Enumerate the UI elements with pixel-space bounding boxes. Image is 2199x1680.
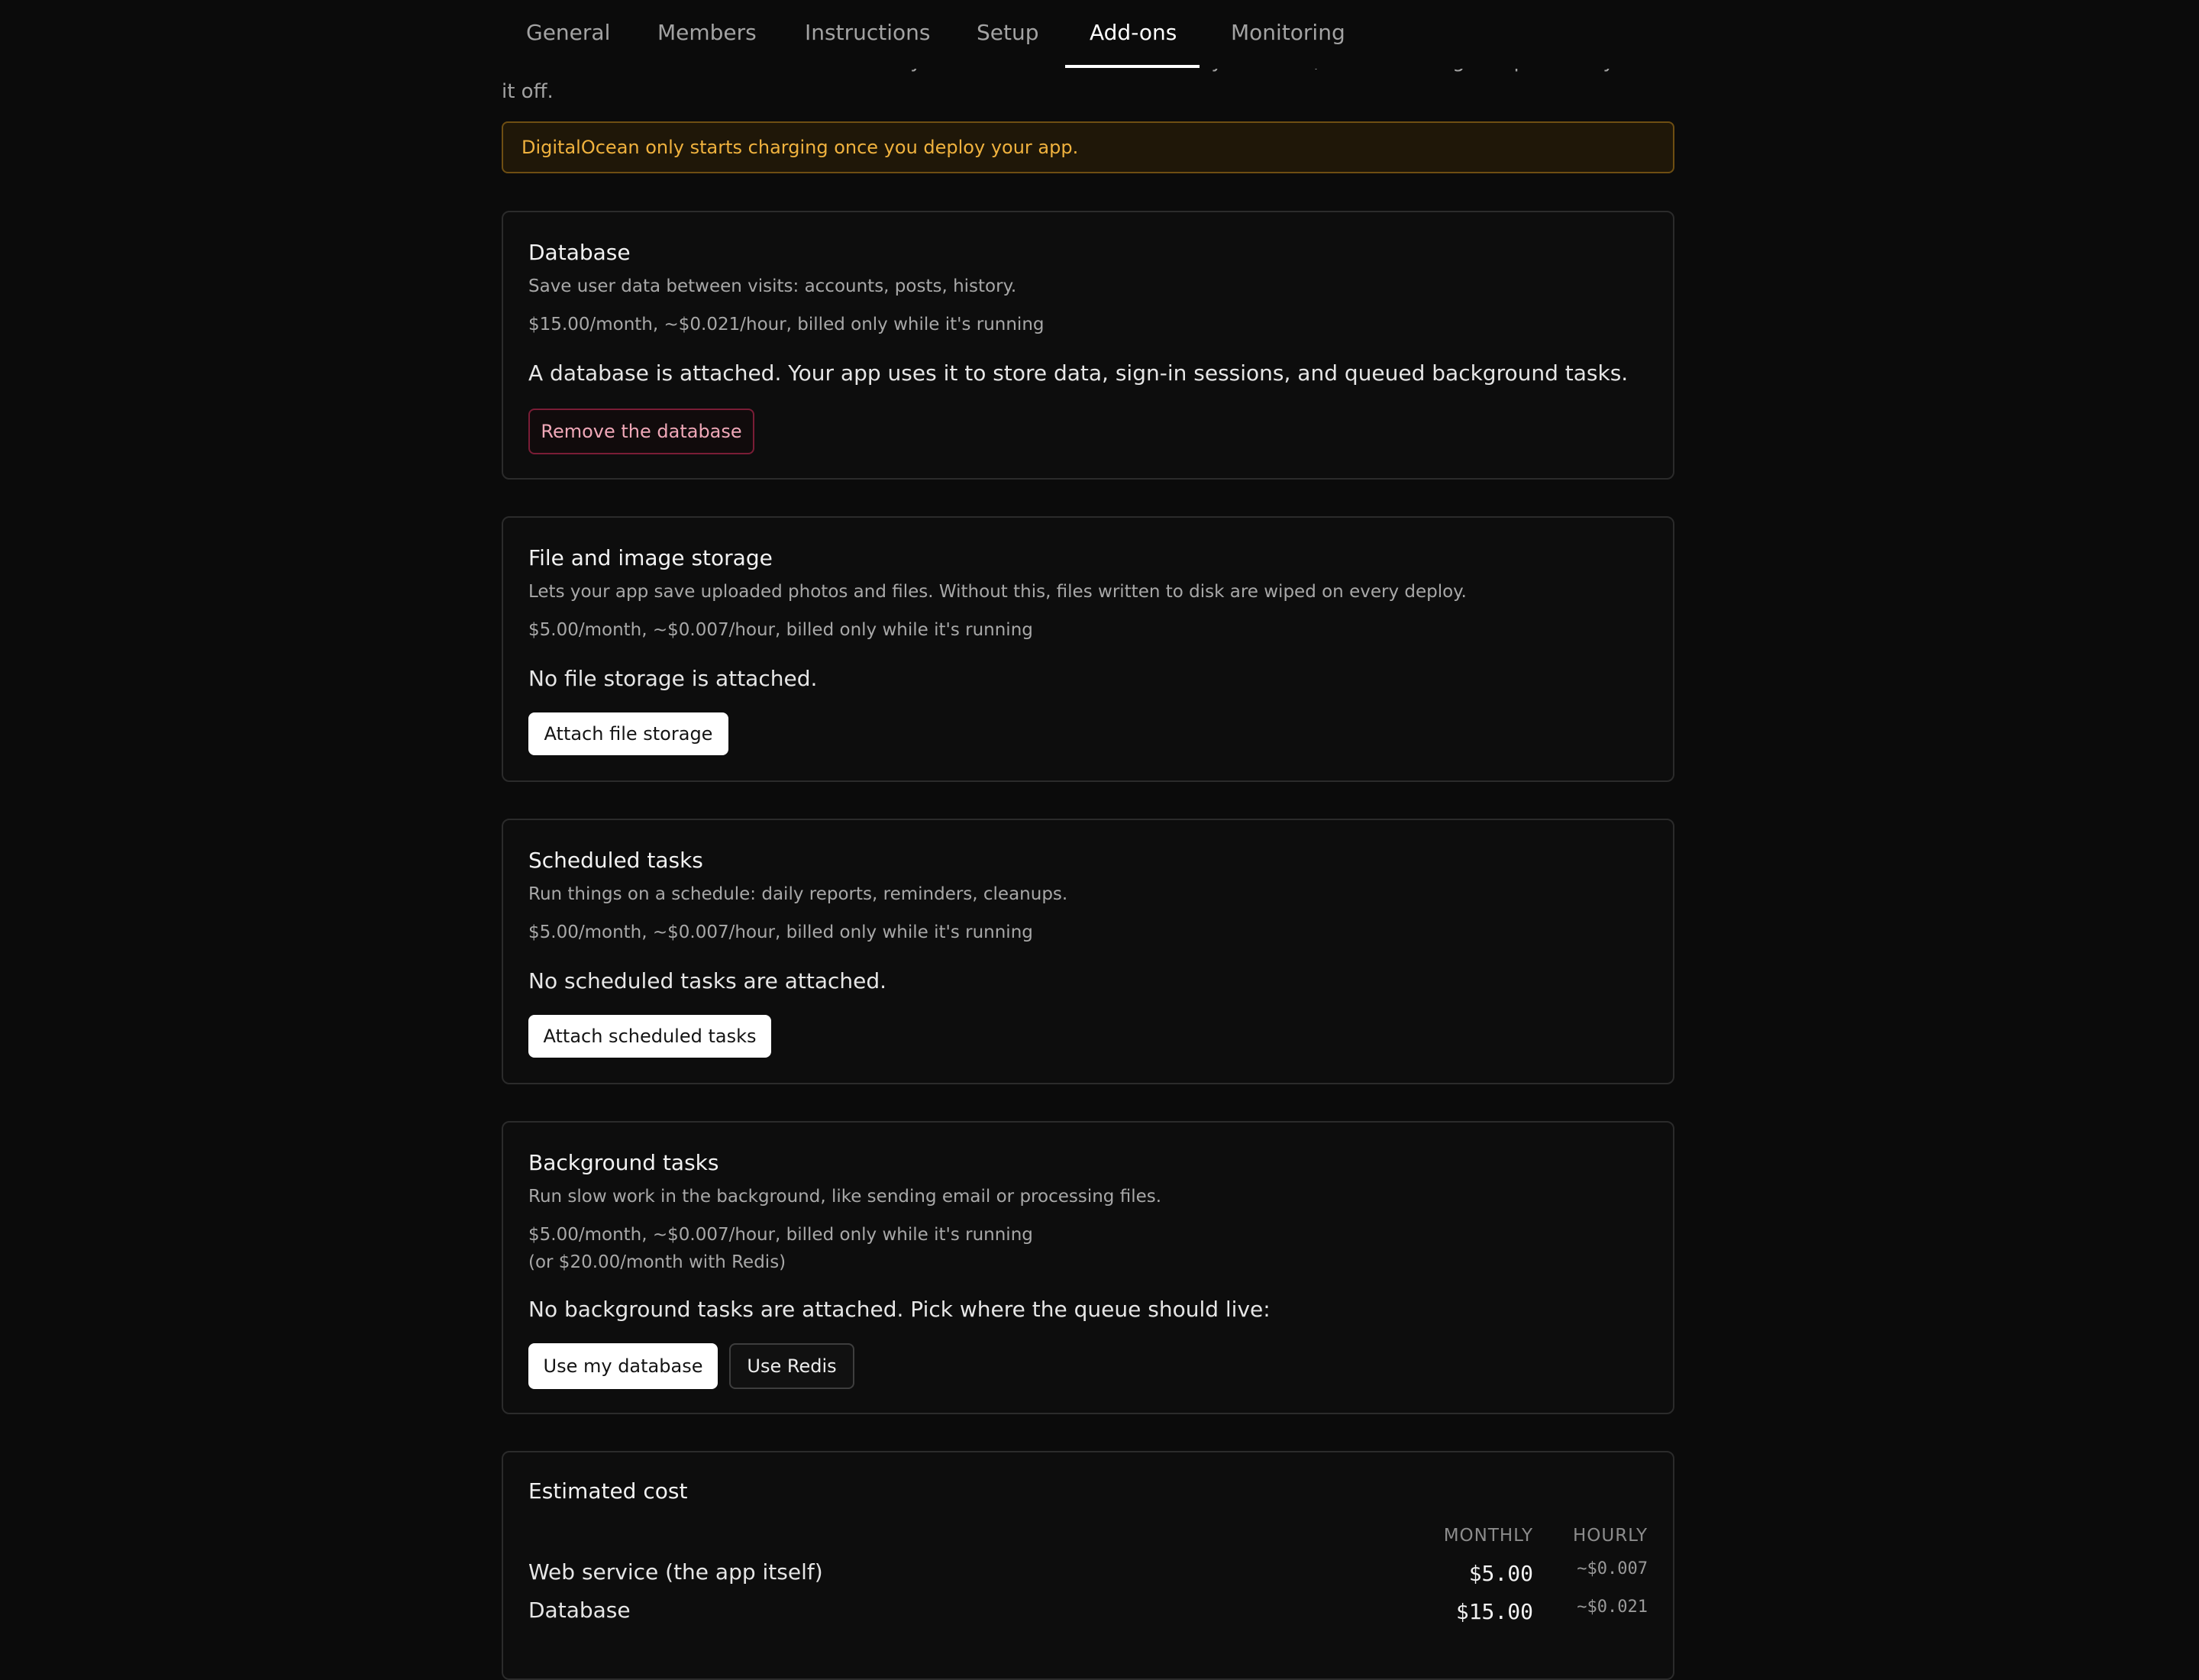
use-redis-button[interactable]: Use Redis: [729, 1343, 854, 1389]
attach-scheduled-tasks-button[interactable]: Attach scheduled tasks: [528, 1015, 771, 1058]
tab-general[interactable]: General: [526, 20, 611, 45]
cost-row-label: Web service (the app itself): [528, 1559, 823, 1585]
database-title: Database: [528, 240, 631, 265]
background-tasks-status: No background tasks are attached. Pick where the queue should live:: [528, 1297, 1271, 1322]
cost-column-hourly: HOURLY: [1572, 1526, 1648, 1546]
background-tasks-price-redis: (or $20.00/month with Redis): [528, 1252, 786, 1272]
scheduled-tasks-title: Scheduled tasks: [528, 848, 703, 873]
attach-file-storage-button[interactable]: Attach file storage: [528, 712, 728, 755]
background-tasks-card: [502, 1121, 1674, 1414]
file-storage-card: [502, 516, 1674, 782]
scheduled-tasks-card: [502, 819, 1674, 1084]
database-price: $15.00/month, ~$0.021/hour, billed only while it's running: [528, 315, 1045, 334]
tab-monitoring[interactable]: Monitoring: [1231, 20, 1345, 45]
background-tasks-price: $5.00/month, ~$0.007/hour, billed only while it's running: [528, 1225, 1033, 1245]
cost-row-monthly: $15.00: [1455, 1599, 1533, 1624]
tab-setup[interactable]: Setup: [977, 20, 1039, 45]
active-tab-indicator: [1065, 65, 1200, 68]
cost-row-hourly: ~$0.021: [1577, 1598, 1648, 1617]
use-my-database-button[interactable]: Use my database: [528, 1343, 718, 1389]
cost-row-monthly: $5.00: [1468, 1561, 1533, 1586]
estimated-cost-card: [502, 1451, 1674, 1680]
tab-bar: [0, 0, 2199, 69]
tab-members[interactable]: Members: [657, 20, 757, 45]
database-card: [502, 211, 1674, 480]
addons-intro-line-2: it off.: [502, 80, 554, 103]
cost-row-hourly: ~$0.007: [1577, 1559, 1648, 1578]
scheduled-tasks-description: Run things on a schedule: daily reports, reminders, cleanups.: [528, 884, 1068, 904]
background-tasks-description: Run slow work in the background, like sending email or processing files.: [528, 1187, 1162, 1207]
cost-column-monthly: MONTHLY: [1443, 1526, 1533, 1546]
scheduled-tasks-status: No scheduled tasks are attached.: [528, 968, 887, 993]
cost-row-label: Database: [528, 1598, 631, 1623]
background-tasks-title: Background tasks: [528, 1150, 719, 1175]
database-description: Save user data between visits: accounts, posts, history.: [528, 276, 1017, 296]
database-status: A database is attached. Your app uses it to store data, sign-in sessions, and queued background tasks.: [528, 360, 1629, 386]
file-storage-title: File and image storage: [528, 545, 773, 570]
billing-notice: DigitalOcean only starts charging once you deploy your app.: [502, 121, 1674, 173]
file-storage-price: $5.00/month, ~$0.007/hour, billed only while it's running: [528, 620, 1033, 640]
tab-add-ons[interactable]: Add-ons: [1090, 20, 1177, 45]
tab-instructions[interactable]: Instructions: [805, 20, 931, 45]
file-storage-status: No file storage is attached.: [528, 666, 818, 691]
scheduled-tasks-price: $5.00/month, ~$0.007/hour, billed only while it's running: [528, 922, 1033, 942]
file-storage-description: Lets your app save uploaded photos and files. Without this, files written to disk are wiped on every deploy.: [528, 582, 1467, 602]
estimated-cost-title: Estimated cost: [528, 1478, 688, 1504]
remove-database-button[interactable]: Remove the database: [528, 409, 754, 454]
